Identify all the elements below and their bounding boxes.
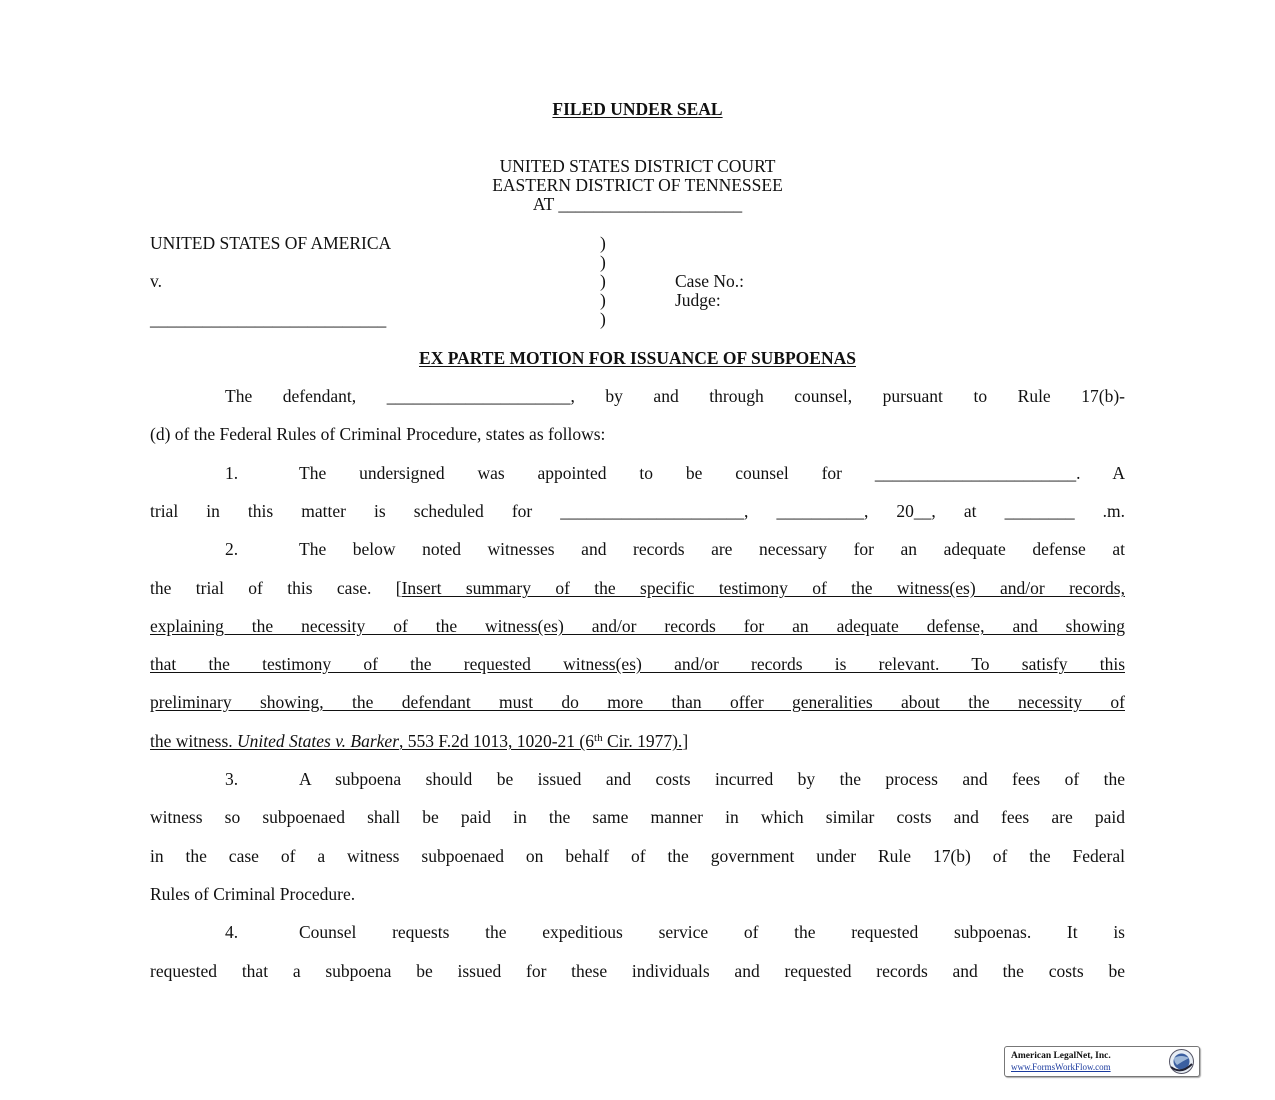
paragraph-3-line: Rules of Criminal Procedure. <box>150 884 356 904</box>
caption-defendant-blank: ___________________________ <box>150 309 387 329</box>
logo-url-link[interactable]: www.FormsWorkFlow.com <box>1011 1062 1111 1072</box>
paragraph-3-line: witness so subpoenaed shall be paid in the same manner in which similar costs and fees are paid <box>150 807 1125 827</box>
instruction-text: that the testimony of the requested witness(es) and/or records is relevant. To satisfy this <box>150 654 1125 674</box>
court-district: EASTERN DISTRICT OF TENNESSEE <box>492 175 783 195</box>
motion-title: EX PARTE MOTION FOR ISSUANCE OF SUBPOENAS <box>419 348 856 368</box>
caption-versus: v. <box>150 271 162 291</box>
caption-paren: ) <box>600 233 606 253</box>
paragraph-number: 3. <box>225 769 239 789</box>
american-legalnet-logo[interactable] <box>1004 1046 1200 1077</box>
paragraph-2-line: the witness. United States v. Barker, 553 F.2d 1013, 1020-21 (6th Cir. 1977).] <box>150 731 689 751</box>
paragraph-3-line: in the case of a witness subpoenaed on behalf of the government under Rule 17(b) of the Federal <box>150 846 1125 866</box>
court-name: UNITED STATES DISTRICT COURT <box>499 156 776 176</box>
paragraph-number: 4. <box>225 922 239 942</box>
paragraph-1-line: 1. The undersigned was appointed to be counsel for _______________________. A <box>225 463 1125 483</box>
paragraph-2-line: the trial of this case. [Insert summary of the specific testimony of the witness(es) and/or records, <box>150 578 1125 598</box>
seal-heading: FILED UNDER SEAL <box>552 99 723 119</box>
court-location: AT _____________________ <box>532 194 743 214</box>
case-citation-name: United States v. Barker <box>237 731 400 751</box>
intro-line: (d) of the Federal Rules of Criminal Procedure, states as follows: <box>150 424 606 444</box>
caption-paren: ) <box>600 252 606 272</box>
case-number-label: Case No.: <box>675 271 745 291</box>
instruction-text: preliminary showing, the defendant must do more than offer generalities about the necessity of <box>150 692 1125 712</box>
caption-paren: ) <box>600 309 606 329</box>
intro-line: The defendant, _____________________, by and through counsel, pursuant to Rule 17(b)- <box>225 386 1125 406</box>
caption-paren: ) <box>600 290 606 310</box>
paragraph-3-line: 3. A subpoena should be issued and costs incurred by the process and fees of the <box>225 769 1125 789</box>
paragraph-1-line: trial in this matter is scheduled for _____________________, __________, 20__, at ________ .m. <box>150 501 1125 521</box>
paragraph-number: 2. <box>225 539 239 559</box>
instruction-text: Insert summary of the specific testimony of the witness(es) and/or records, <box>401 578 1125 598</box>
judge-label: Judge: <box>675 290 721 310</box>
paragraph-number: 1. <box>225 463 239 483</box>
instruction-text: explaining the necessity of the witness(es) and/or records for an adequate defense, and showing <box>150 616 1125 636</box>
caption-paren: ) <box>600 271 606 291</box>
paragraph-4-line: requested that a subpoena be issued for these individuals and requested records and the costs be <box>150 961 1125 981</box>
paragraph-2-line: 2. The below noted witnesses and records are necessary for an adequate defense at <box>225 539 1125 559</box>
globe-icon <box>1168 1048 1195 1075</box>
paragraph-4-line: 4. Counsel requests the expeditious service of the requested subpoenas. It is <box>225 922 1125 942</box>
logo-company-name: American LegalNet, Inc. <box>1011 1051 1111 1061</box>
caption-plaintiff: UNITED STATES OF AMERICA <box>150 233 392 253</box>
